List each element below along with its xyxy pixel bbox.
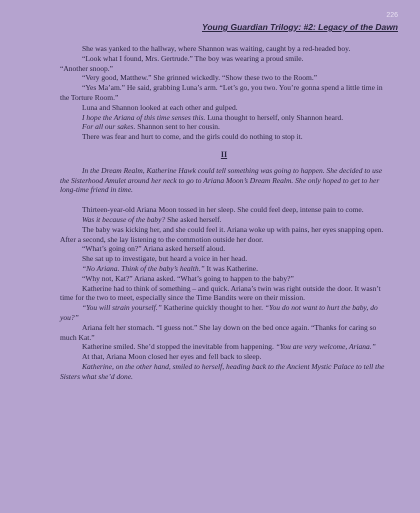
italic-text: “No Ariana. Think of the baby’s health.” <box>82 263 205 273</box>
text-run: The baby was kicking her, and she could feel it. Ariana woke up with pains, her eyes snapping open. After a second, she lay listening to the commotion outside her door. <box>60 224 384 244</box>
page-body <box>60 44 388 382</box>
text-run: Katherine, on the other hand, smiled to herself, heading back to the Ancient Mystic Palace to tell the Sisters what she’d done. <box>60 361 385 381</box>
paragraph <box>60 132 388 142</box>
text-run: Katherine had to think of something – and quick. Ariana’s twin was right outside the door. It wasn’t time for the two to meet, especially since the Time Bandits were on their mission. <box>60 283 381 303</box>
paragraph <box>60 83 388 103</box>
text-run: There was fear and hurt to come, and the girls could do nothing to stop it. <box>82 132 303 142</box>
paragraph <box>60 103 388 113</box>
text-run: Katherine quickly thought to her. <box>161 303 265 313</box>
paragraph <box>60 254 388 264</box>
text-run: Shannon sent to her cousin. <box>135 122 220 132</box>
text-run: Thirteen-year-old Ariana Moon tossed in her sleep. She could feel deep, intense pain to come. <box>82 205 364 215</box>
paragraph <box>60 284 388 304</box>
text-run: “What’s going on?” Ariana asked herself aloud. <box>82 244 226 254</box>
paragraph <box>60 44 388 54</box>
text-run: “Another snoop.” <box>60 63 113 73</box>
text-run: “Yes Ma’am.” He said, grabbing Luna’s arm. “Let’s go, you two. You’re gonna spend a little time in the Torture Room.” <box>60 83 383 102</box>
paragraph <box>60 352 388 362</box>
text-run: “Look what I found, Mrs. Gertrude.” The boy was wearing a proud smile. <box>82 53 304 63</box>
italic-text: For all our sakes. <box>82 122 136 132</box>
section-break: II <box>220 149 228 159</box>
text-run: “Why not, Kat?” Ariana asked. “What’s going to happen to the baby?” <box>82 273 294 283</box>
italic-text: “You are very welcome, Ariana.” <box>275 342 376 352</box>
text-run: In the Dream Realm, Katherine Hawk could tell something was going to happen. She decided to use the Sisterhood Amulet around her neck to go to Ariana Moon’s Dream Realm. She only hoped to get to her long-time friend in time. <box>60 165 383 195</box>
text-run: Katherine smiled. She’d stopped the inevitable from happening. <box>82 342 276 352</box>
paragraph <box>60 225 388 245</box>
paragraph <box>60 264 388 274</box>
running-header: Young Guardian Trilogy: #2: Legacy of the Dawn <box>202 22 398 32</box>
text-run: She asked herself. <box>165 214 222 224</box>
italic-text: I hope the Ariana of this time senses this. <box>82 112 206 122</box>
paragraph <box>60 215 388 225</box>
text-run: At that, Ariana Moon closed her eyes and fell back to sleep. <box>82 352 262 362</box>
paragraph <box>60 122 388 132</box>
text-run: Luna thought to herself, only Shannon heard. <box>205 112 344 122</box>
text-run: “Very good, Matthew.” She grinned wickedly. “Show these two to the Room.” <box>82 73 318 83</box>
text-run: Ariana felt her stomach. “I guess not.” She lay down on the bed once again. “Thanks for caring so much Kat.” <box>60 322 377 342</box>
italic-text: “You will strain yourself.” <box>82 303 162 313</box>
text-run: Luna and Shannon looked at each other and gulped. <box>82 102 238 112</box>
paragraph <box>60 113 388 123</box>
paragraph <box>60 323 388 343</box>
paragraph <box>60 274 388 284</box>
paragraph <box>60 73 388 83</box>
text-run: She sat up to investigate, but heard a voice in her head. <box>82 254 248 264</box>
page-number: 226 <box>386 12 398 19</box>
paragraph <box>60 342 388 352</box>
italic-text: “You do not want to hurt the baby, do you?” <box>60 303 378 322</box>
paragraph <box>60 205 388 215</box>
italic-text: Was it because of the baby? <box>82 214 166 224</box>
paragraph <box>60 54 388 64</box>
paragraph <box>60 244 388 254</box>
text-run: It was Katherine. <box>204 263 258 273</box>
paragraph <box>60 362 388 382</box>
paragraph <box>60 166 388 195</box>
text-run: She was yanked to the hallway, where Shannon was waiting, caught by a red-headed boy. <box>82 44 351 53</box>
paragraph <box>60 303 388 323</box>
paragraph <box>60 64 388 74</box>
